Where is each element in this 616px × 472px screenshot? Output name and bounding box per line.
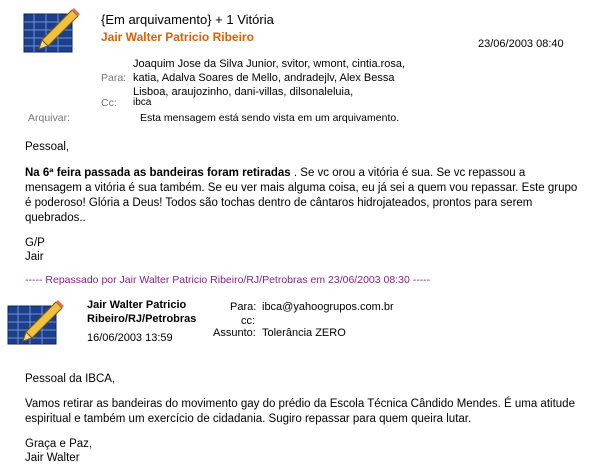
forward-para-label: Para: [230, 301, 257, 313]
cc-value: ibca [133, 97, 152, 108]
cc-label: Cc: [101, 97, 117, 109]
message-date: 23/06/2003 08:40 [478, 38, 564, 50]
body-paragraph-rest: . Se vc orou a vitória é sua. Se vc repassou a mensagem a vitória é sua também. Se eu ver mais alguma coisa, eu já sei a quem vou repassar. Este grupo é poderoso! Glória a Deus! Todos são tochas dentro de cântaros hidrojateados, prontos para serem quebrados.. [25, 167, 578, 224]
forward-sender-line-1: Jair Walter Patricio [87, 299, 187, 311]
forwarded-by-line: ----- Repassado por Jair Walter Patricio Ribeiro/RJ/Petrobras em 23/06/2003 08:30 ----- [25, 274, 431, 286]
forward-assunto-value: Tolerância ZERO [262, 327, 346, 339]
signature-line-2: Jair [25, 251, 44, 263]
forward-para-value: ibca@yahoogrupos.com.br [262, 301, 394, 313]
body-greeting: Pessoal, [25, 141, 70, 153]
recipients-line-2: katia, Adalva Soares de Mello, andradejlv, Alex Bessa [133, 72, 395, 84]
forward-date: 16/06/2003 13:59 [87, 332, 173, 344]
forward-signature-line-1: Graça e Paz, [25, 438, 93, 450]
para-label: Para: [101, 72, 127, 84]
message-sender: Jair Walter Patricio Ribeiro [101, 30, 254, 44]
forward-sender-line-2: Ribeiro/RJ/Petrobras [87, 313, 197, 325]
memo-pencil-icon [6, 300, 66, 346]
body-paragraph [25, 166, 585, 226]
arquivar-label: Arquivar: [28, 112, 71, 124]
forward-cc-label: cc: [241, 315, 256, 327]
message-subject: {Em arquivamento} + 1 Vitória [101, 12, 274, 27]
forward-signature-line-2: Jair Walter [25, 452, 80, 464]
signature-line-1: G/P [25, 237, 45, 249]
forward-assunto-label: Assunto: [213, 327, 256, 339]
recipients-line-1: Joaquim Jose da Silva Junior, svitor, wmont, cintia.rosa, [133, 58, 406, 70]
recipients-line-3: Lisboa, araujozinho, dani-villas, dilsonaleluia, [133, 86, 354, 98]
arquivar-value: Esta mensagem está sendo vista em um arquivamento. [140, 112, 400, 124]
memo-pencil-icon [22, 8, 82, 54]
forward-greeting: Pessoal da IBCA, [25, 373, 116, 385]
forward-paragraph: Vamos retirar as bandeiras do movimento gay do prédio da Escola Técnica Cândido Mendes. É uma atitude espiritual e também um exercício de cidadania. Sugiro repassar para quem queira lutar. [25, 398, 575, 425]
body-paragraph-bold: Na 6ª feira passada as bandeiras foram retiradas [25, 167, 291, 179]
